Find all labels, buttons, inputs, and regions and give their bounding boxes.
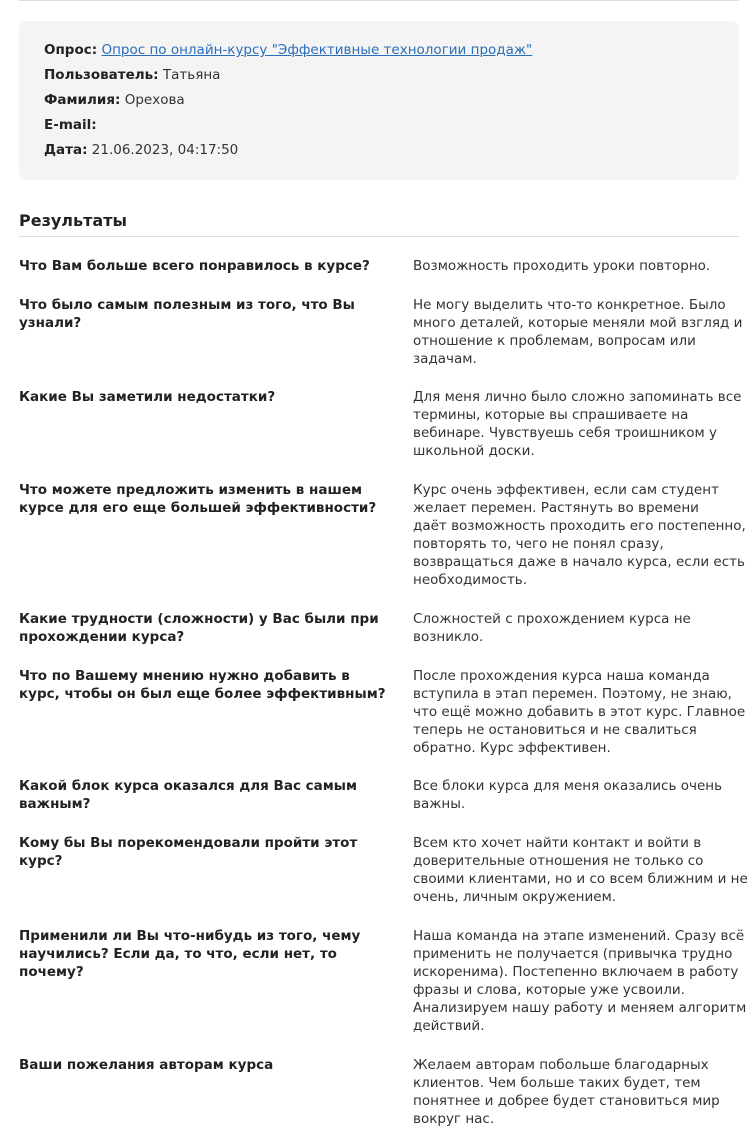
answer-7 <box>413 777 743 813</box>
answer-line: Возможность проходить уроки повторно. <box>413 258 711 274</box>
answer-line: Желаем авторам побольше благодарных <box>413 1057 709 1073</box>
question-10 <box>19 1056 379 1074</box>
answer-5 <box>413 610 743 646</box>
survey-row <box>44 40 714 65</box>
answer-line: возникло. <box>413 629 484 645</box>
answer-line: теперь не остановиться и не свалиться <box>413 722 697 738</box>
question-6 <box>19 667 386 703</box>
answer-line: вебинаре. Чувствуешь себя троишником у <box>413 425 718 441</box>
date-row <box>44 140 714 165</box>
answer-line: очень, личным окружением. <box>413 889 617 905</box>
question-5 <box>19 610 379 646</box>
question-line: Что Вам больше всего понравилось в курсе? <box>19 258 370 274</box>
question-7 <box>19 777 379 813</box>
user-label: Пользователь: <box>44 67 159 83</box>
date-label: Дата: <box>44 142 88 158</box>
question-line: курсе для его еще большей эффективности? <box>19 500 377 516</box>
answer-1 <box>413 257 743 275</box>
survey-info-card <box>19 21 739 180</box>
date-value: 21.06.2023, 04:17:50 <box>91 142 239 158</box>
answer-line: применить не получается (привычка трудно <box>413 946 733 962</box>
answer-line: Не могу выделить что-то конкретное. Было <box>413 297 726 313</box>
user-value: Татьяна <box>162 67 221 83</box>
email-label: E-mail: <box>44 117 97 133</box>
answer-line: возвращаться даже в начало курса, если есть <box>413 554 745 570</box>
question-line: узнали? <box>19 315 82 331</box>
question-line: прохождении курса? <box>19 629 185 645</box>
answer-line: много деталей, которые меняли мой взгляд и <box>413 315 743 331</box>
email-row <box>44 115 714 140</box>
question-line: почему? <box>19 964 84 980</box>
answer-line: фразы и слова, которые уже усвоили. <box>413 982 685 998</box>
question-line: Что было самым полезным из того, что Вы <box>19 297 355 313</box>
question-line: Какие Вы заметили недостатки? <box>19 389 276 405</box>
question-3 <box>19 388 379 406</box>
answer-line: Анализируем нашу работу и меняем алгоритм <box>413 1000 747 1016</box>
answer-3 <box>413 388 743 460</box>
question-line: Применили ли Вы что-нибудь из того, чему <box>19 928 361 944</box>
answer-line: термины, которые вы спрашиваете на <box>413 407 689 423</box>
answer-line: Для меня лично было сложно запоминать все <box>413 389 742 405</box>
question-line: важным? <box>19 796 91 812</box>
answer-line: необходимость. <box>413 572 528 588</box>
question-line: Какие трудности (сложности) у Вас были при <box>19 611 379 627</box>
answer-9 <box>413 927 747 1035</box>
question-line: курс, чтобы он был еще более эффективным? <box>19 686 386 702</box>
question-line: Ваши пожелания авторам курса <box>19 1057 274 1073</box>
user-row <box>44 65 714 90</box>
answer-line: Все блоки курса для меня оказались очень <box>413 778 723 794</box>
question-9 <box>19 927 379 981</box>
answer-line: вокруг нас. <box>413 1111 495 1127</box>
survey-label: Опрос: <box>44 42 98 58</box>
answer-line: даёт возможность проходить его постепенно, <box>413 518 746 534</box>
answer-10 <box>413 1056 743 1128</box>
answer-line: вступила в этап перемен. Поэтому, не знаю, <box>413 686 732 702</box>
answer-line: что ещё можно добавить в этот курс. Главное <box>413 704 746 720</box>
answer-line: желает перемен. Растянуть во времени <box>413 500 699 516</box>
question-4 <box>19 481 379 517</box>
answer-8 <box>413 834 748 906</box>
surname-value: Орехова <box>124 92 185 108</box>
answer-line: важны. <box>413 796 466 812</box>
answer-line: После прохождения курса наша команда <box>413 668 710 684</box>
question-line: Что по Вашему мнению нужно добавить в <box>19 668 350 684</box>
question-line: Какой блок курса оказался для Вас самым <box>19 778 358 794</box>
question-8 <box>19 834 379 870</box>
results-heading: Результаты <box>19 211 127 230</box>
answer-line: Сложностей с прохождением курса не <box>413 611 691 627</box>
answer-line: Всем кто хочет найти контакт и войти в <box>413 835 702 851</box>
question-line: Кому бы Вы порекомендовали пройти этот <box>19 835 358 851</box>
answer-line: клиентов. Чем больше таких будет, тем <box>413 1075 701 1091</box>
question-line: Что можете предложить изменить в нашем <box>19 482 363 498</box>
answer-line: искоренима). Постепенно включаем в работу <box>413 964 739 980</box>
surname-row <box>44 90 714 115</box>
answer-6 <box>413 667 746 757</box>
answer-4 <box>413 481 746 589</box>
top-divider <box>19 0 739 1</box>
question-line: научились? Если да, то что, если нет, то <box>19 946 337 962</box>
answer-line: своими клиентами, но и со всем ближним и не <box>413 871 748 887</box>
answer-line: доверительные отношения не только со <box>413 853 704 869</box>
answer-line: Курс очень эффективен, если сам студент <box>413 482 719 498</box>
surname-label: Фамилия: <box>44 92 121 108</box>
answer-line: школьной доски. <box>413 443 535 459</box>
answer-line: понятнее и добрее будет становиться мир <box>413 1093 720 1109</box>
question-1 <box>19 257 379 275</box>
results-divider <box>19 236 739 237</box>
answer-line: Наша команда на этапе изменений. Сразу всё <box>413 928 745 944</box>
answer-line: отношение к проблемам, вопросам или <box>413 333 696 349</box>
answer-line: обратно. Курс эффективен. <box>413 740 611 756</box>
answer-line: действий. <box>413 1018 485 1034</box>
question-line: курс? <box>19 853 63 869</box>
question-2 <box>19 296 379 332</box>
survey-link[interactable]: Опрос по онлайн-курсу "Эффективные технологии продаж" <box>101 42 533 58</box>
answer-line: задачам. <box>413 351 477 367</box>
answer-2 <box>413 296 743 368</box>
answer-line: повторять то, чего не понял сразу, <box>413 536 664 552</box>
